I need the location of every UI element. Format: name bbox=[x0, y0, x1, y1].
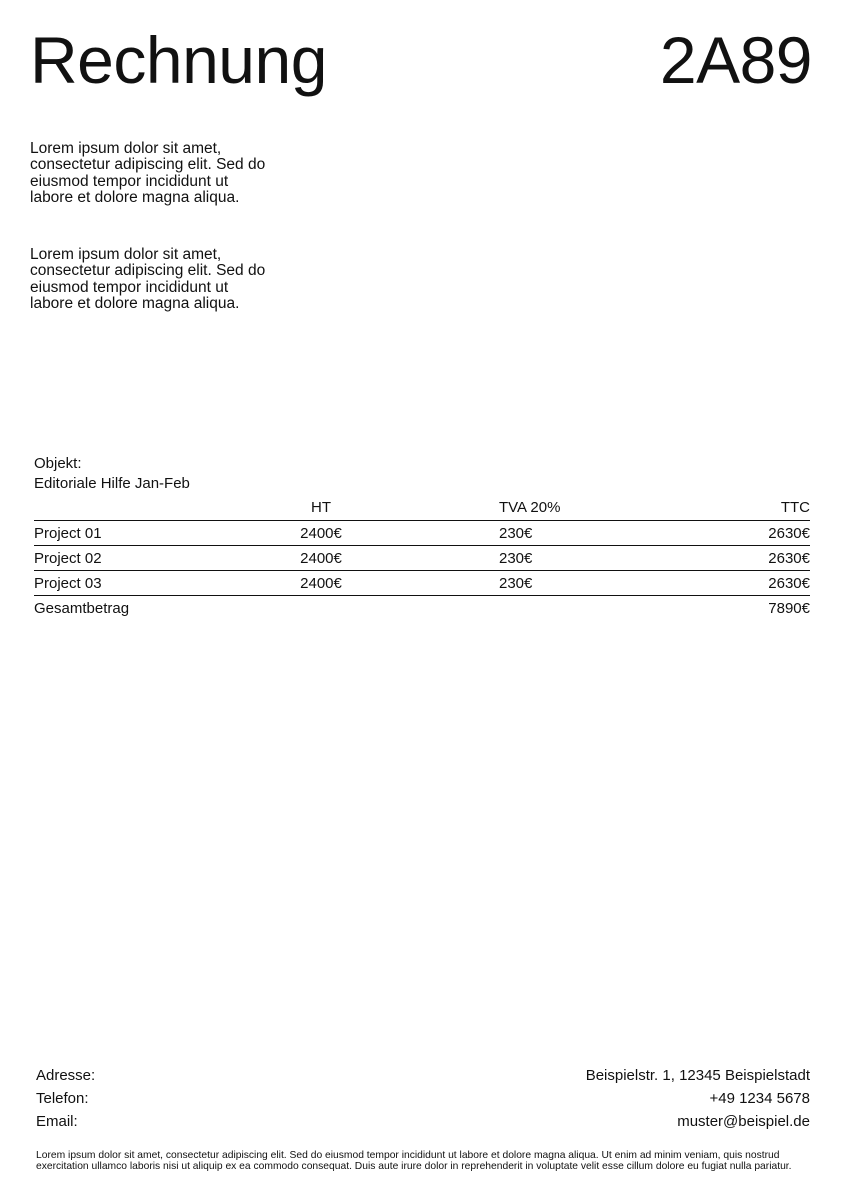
total-row bbox=[34, 596, 810, 621]
row-tva: 230€ bbox=[499, 521, 679, 546]
row-name: Project 03 bbox=[34, 571, 299, 596]
address-label: Adresse: bbox=[36, 1067, 96, 1084]
phone-value: +49 1234 5678 bbox=[709, 1090, 810, 1107]
row-tva: 230€ bbox=[499, 571, 679, 596]
table-row bbox=[34, 571, 810, 596]
row-ht bbox=[299, 521, 499, 546]
column-header-ttc: TTC bbox=[679, 494, 810, 521]
intro-paragraph: Lorem ipsum dolor sit amet, consectetur adipiscing elit. Sed do eiusmod tempor incididunt ut labore et dolore magna aliqua. bbox=[30, 246, 266, 312]
row-name: Project 01 bbox=[34, 521, 299, 546]
contact-block bbox=[36, 1064, 810, 1133]
column-header-tva: TVA 20% bbox=[499, 494, 679, 521]
intro-paragraph: Lorem ipsum dolor sit amet, consectetur adipiscing elit. Sed do eiusmod tempor incididunt ut labore et dolore magna aliqua. bbox=[30, 140, 266, 206]
row-ht bbox=[299, 571, 499, 596]
row-ht bbox=[299, 546, 499, 571]
contact-phone bbox=[36, 1087, 810, 1110]
email-value: muster@beispiel.de bbox=[677, 1113, 810, 1130]
row-ht-value: 2400€ bbox=[300, 549, 342, 567]
table-row bbox=[34, 546, 810, 571]
object-block bbox=[34, 454, 190, 494]
invoice-title: Rechnung bbox=[30, 23, 327, 97]
row-ht-value: 2400€ bbox=[300, 574, 342, 592]
row-ttc: 2630€ bbox=[679, 571, 810, 596]
contact-email bbox=[36, 1110, 810, 1133]
object-value: Editoriale Hilfe Jan-Feb bbox=[34, 475, 190, 492]
invoice-table bbox=[34, 494, 810, 620]
row-ht-value: 2400€ bbox=[300, 524, 342, 542]
email-label: Email: bbox=[36, 1113, 78, 1130]
column-header-ht bbox=[299, 494, 499, 521]
row-ttc: 2630€ bbox=[679, 546, 810, 571]
total-value: 7890€ bbox=[768, 599, 810, 617]
table-header-row bbox=[34, 494, 810, 521]
column-header-ht-label: HT bbox=[311, 498, 331, 516]
invoice-number: 2A89 bbox=[659, 23, 812, 97]
footer-fineprint: Lorem ipsum dolor sit amet, consectetur adipiscing elit. Sed do eiusmod tempor incididunt ut labore et dolore magna aliqua. Ut enim ad minim veniam, quis nostrud exercitation ullamco laboris nisi ut aliquip ex ea commodo consequat. Duis aute irure dolor in reprehenderit in voluptate velit esse cillum dolore eu fugiat nulla pariatur. bbox=[36, 1150, 792, 1172]
phone-label: Telefon: bbox=[36, 1090, 89, 1107]
row-ttc: 2630€ bbox=[679, 521, 810, 546]
address-value: Beispielstr. 1, 12345 Beispielstadt bbox=[585, 1067, 810, 1084]
table-row bbox=[34, 521, 810, 546]
row-name: Project 02 bbox=[34, 546, 299, 571]
contact-address bbox=[36, 1064, 810, 1087]
column-header-item bbox=[34, 494, 299, 521]
total-label: Gesamtbetrag bbox=[34, 599, 130, 617]
object-label: Objekt: bbox=[34, 455, 82, 472]
row-tva: 230€ bbox=[499, 546, 679, 571]
